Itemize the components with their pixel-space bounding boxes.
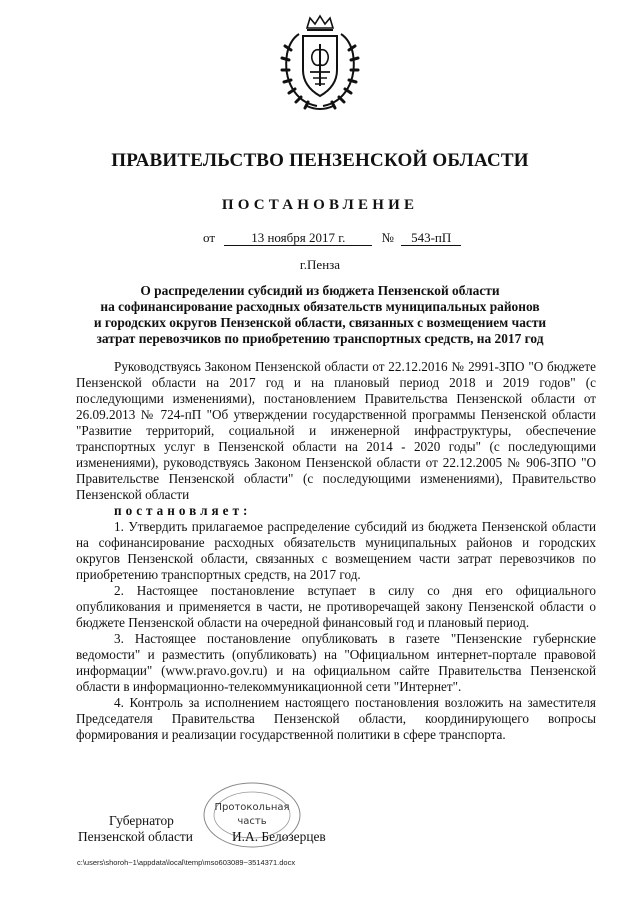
file-path-footer: c:\users\shoroh~1\appdata\local\temp\mso603089~3514371.docx <box>77 858 296 867</box>
stamp-line2: часть <box>237 816 267 827</box>
document-body <box>76 359 596 743</box>
government-title: ПРАВИТЕЛЬСТВО ПЕНЗЕНСКОЙ ОБЛАСТИ <box>111 150 529 171</box>
item-paragraph: 1. Утвердить прилагаемое распределение субсидий из бюджета Пензенской области на софинансирование расходных обязательств муниципальных районов и городских округов Пензенской области, связанных с возмещением части затрат перевозчиков по приобретению транспортных средств, на 2017 год. <box>76 519 596 582</box>
item-paragraph: 4. Контроль за исполнением настоящего постановления возложить на заместителя Председателя Правительства Пензенской области, координирующего вопросы формирования и реализации государственной политики в сфере транспорта. <box>76 695 596 742</box>
subject-heading <box>60 283 580 347</box>
stamp-line1: Протокольная <box>214 802 290 813</box>
stamp-text <box>200 801 304 829</box>
signature-region: Пензенской области <box>78 829 193 844</box>
signature-role: Губернатор <box>109 813 174 828</box>
date-field: 13 ноября 2017 г. <box>224 230 372 246</box>
decree-word: постановляет: <box>114 503 252 518</box>
subject-line: О распределении субсидий из бюджета Пензенской области <box>140 283 500 298</box>
preamble-paragraph: Руководствуясь Законом Пензенской области от 22.12.2016 № 2991-ЗПО "О бюджете Пензенской области на 2017 год и на плановый период 2018 и 2019 годов" (с последующими изменениями), постановлением Правительства Пензенской области от 26.09.2013 № 724-пП "Об утверждении государственной программы Пензенской области "Развитие территорий, социальной и инженерной инфраструктуры, обеспечение транспортных услуг в Пензенской области на 2014 - 2020 годы" (с последующими изменениями), руководствуясь Законом Пензенской области от 22.12.2005 № 906-ЗПО "О Правительстве Пензенской области" (с последующими изменениями), Правительство Пензенской области <box>76 359 596 502</box>
number-field: 543-пП <box>401 230 461 246</box>
number-label: № <box>381 230 394 245</box>
coat-of-arms-icon <box>277 14 363 114</box>
from-label: от <box>203 230 216 245</box>
city: г.Пенза <box>299 257 341 272</box>
subject-line: на софинансирование расходных обязательств муниципальных районов <box>100 299 540 314</box>
item-paragraph: 2. Настоящее постановление вступает в силу со дня его официального опубликования и применяется в части, не противоречащей закону Пензенской области о бюджете Пензенской области на очередной финансовый год и плановый период. <box>76 583 596 630</box>
item-paragraph: 3. Настоящее постановление опубликовать в газете "Пензенские губернские ведомости" и разместить (опубликовать) на "Официальном интернет-портале правовой информации" (www.pravo.gov.ru) и на официальном сайте Правительства Пензенской области в информационно-телекоммуникационной сети "Интернет". <box>76 631 596 694</box>
subject-line: затрат перевозчиков по приобретению транспортных средств, на 2017 год <box>96 331 544 346</box>
signature-name: И.А. Белозерцев <box>232 829 326 844</box>
date-number-line <box>203 230 461 246</box>
document-type: ПОСТАНОВЛЕНИЕ <box>221 197 419 213</box>
subject-line: и городских округов Пензенской области, связанных с возмещением части <box>93 315 547 330</box>
